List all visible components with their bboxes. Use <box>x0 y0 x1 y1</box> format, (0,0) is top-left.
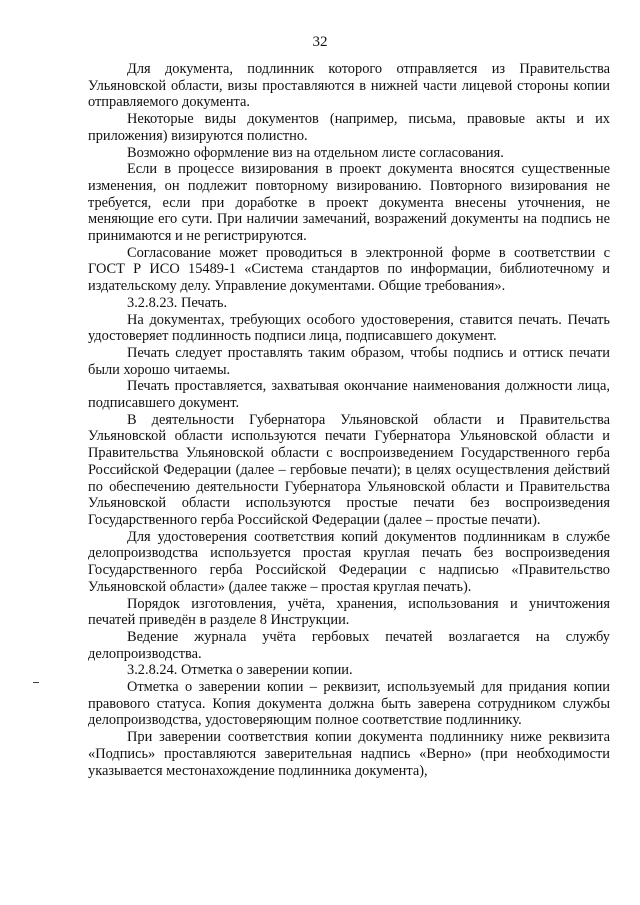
section-heading: 3.2.8.23. Печать. <box>127 294 228 311</box>
paragraph: Возможно оформление виз на отдельном листе согласования. <box>127 144 504 161</box>
document-body <box>88 61 610 779</box>
paragraph: Для документа, подлинник которого отправляется из Правительства Ульяновской области, визы проставляются в нижней части лицевой стороны копии отправляемого документа. <box>88 61 610 111</box>
paragraph: Если в процессе визирования в проект документа вносятся существенные изменения, он подлежит повторному визированию. Повторного визирования не требуется, если при доработке в проект документа внесены уточнения, не меняющие его сути. При наличии замечаний, возражений документы на подпись не принимаются и не регистрируются. <box>88 161 610 245</box>
paragraph: Печать следует проставлять таким образом, чтобы подпись и оттиск печати были хорошо читаемы. <box>88 344 610 378</box>
paragraph: При заверении соответствия копии документа подлиннику ниже реквизита «Подпись» проставляются заверительная надпись «Верно» (при необходимости указывается местонахождение подлинника документа), <box>88 729 610 779</box>
paragraph: Некоторые виды документов (например, письма, правовые акты и их приложения) визируются полистно. <box>88 111 610 144</box>
paragraph: В деятельности Губернатора Ульяновской области и Правительства Ульяновской области используются печати Губернатора Ульяновской области и Правительства Ульяновской области с воспроизведением Государственного герба Российской Федерации (далее – гербовые печати); в целях осуществления действий по обеспечению деятельности Губернатора Ульяновской области и Правительства Ульяновской области используются простые печати без воспроизведения Государственного герба Российской Федерации (далее – простые печати). <box>88 411 610 528</box>
paragraph: Согласование может проводиться в электронной форме в соответствии с ГОСТ Р ИСО 15489-1 «Система стандартов по информации, библиотечному и издательскому делу. Управление документами. Общие требования». <box>88 244 610 295</box>
paragraph: На документах, требующих особого удостоверения, ставится печать. Печать удостоверяет подлинность подписи лица, подписавшего документ. <box>88 311 610 345</box>
paragraph: Порядок изготовления, учёта, хранения, использования и уничтожения печатей приведён в разделе 8 Инструкции. <box>88 595 610 629</box>
page-number: 32 <box>312 34 328 50</box>
paragraph: Для удостоверения соответствия копий документов подлинникам в службе делопроизводства используется простая круглая печать без воспроизведения Государственного герба Российской Федерации с надписью «Правительство Ульяновской области» (далее также – простая круглая печать). <box>88 528 610 595</box>
margin-mark <box>33 682 39 683</box>
paragraph: Отметка о заверении копии – реквизит, используемый для придания копии правового статуса. Копия документа должна быть заверена сотрудником службы делопроизводства, удостоверяющим полное соответствие подлиннику. <box>88 679 610 729</box>
section-heading: 3.2.8.24. Отметка о заверении копии. <box>127 662 353 679</box>
paragraph: Ведение журнала учёта гербовых печатей возлагается на службу делопроизводства. <box>88 628 610 662</box>
paragraph: Печать проставляется, захватывая окончание наименования должности лица, подписавшего документ. <box>88 378 610 412</box>
